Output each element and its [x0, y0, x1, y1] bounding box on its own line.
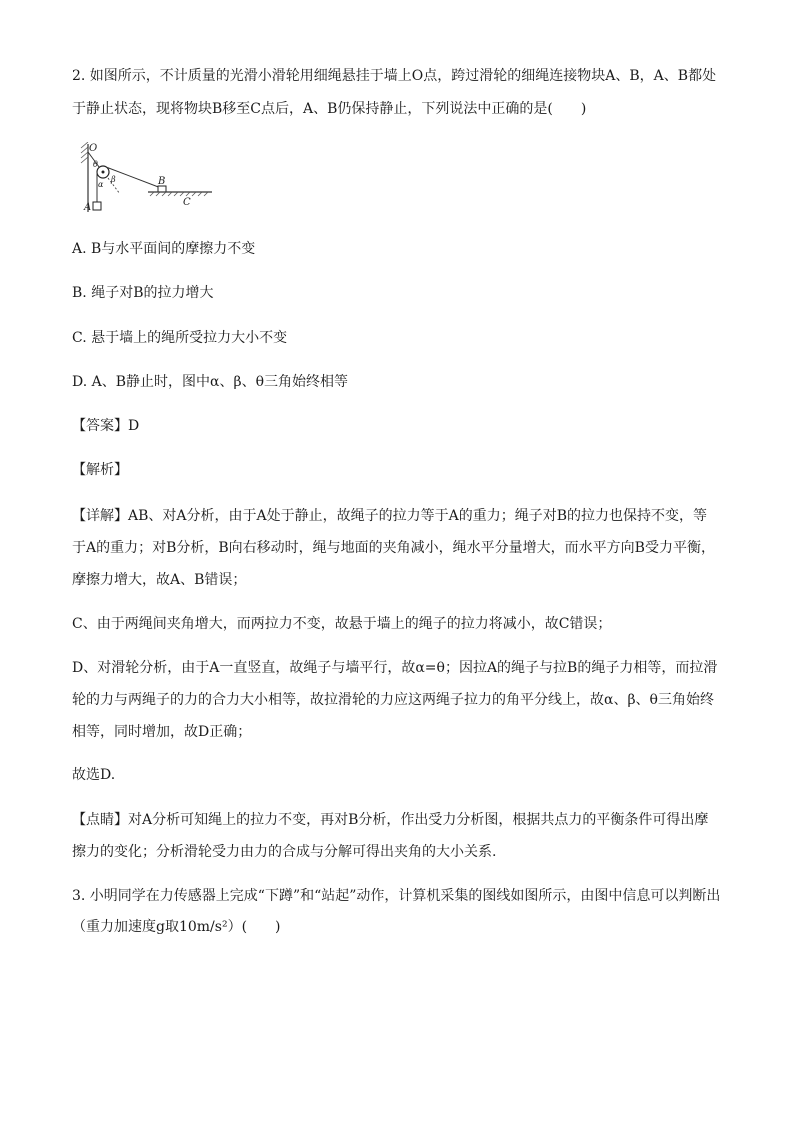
pulley-axle [102, 171, 105, 174]
detail-line-2: 于A的重力；对B分析，B向右移动时，绳与地面的夹角减小，绳水平分量增大，而水平方向B受力平衡， [72, 540, 715, 556]
label-b: B [158, 176, 166, 187]
detail-line-1: 【详解】AB、对A分析，由于A处于静止，故绳子的拉力等于A的重力；绳子对B的拉力也保持不变，等 [72, 508, 708, 524]
d-explanation-line-1: D、对滑轮分析，由于A一直竖直，故绳子与墙平行，故α=θ；因拉A的绳子与拉B的绳子力相等，而拉滑 [72, 660, 718, 676]
option-a: A. B与水平面间的摩擦力不变 [72, 241, 256, 257]
q2-stem-line-1: 2. 如图所示，不计质量的光滑小滑轮用细绳悬挂于墙上O点，跨过滑轮的细绳连接物块A、B，A、B都处 [72, 68, 717, 84]
pulley-diagram [78, 142, 228, 217]
ground-hatch [150, 192, 208, 196]
detail-line-3: 摩擦力增大，故A、B错误； [72, 572, 247, 588]
label-theta: θ [93, 160, 98, 169]
block-a [93, 202, 101, 210]
c-explanation: C、由于两绳间夹角增大，而两拉力不变，故悬于墙上的绳子的拉力将减小，故C错误； [72, 616, 612, 632]
q3-stem-line-1: 3. 小明同学在力传感器上完成“下蹲”和“站起”动作，计算机采集的图线如图所示，由图中信息可以判断出 [72, 888, 721, 904]
answer-line: 【答案】D [72, 418, 140, 434]
choose-line: 故选D. [72, 767, 116, 783]
option-d: D. A、B静止时，图中α、β、θ三角始终相等 [72, 374, 349, 390]
analysis-title: 【解析】 [72, 462, 128, 478]
option-c: C. 悬于墙上的绳所受拉力大小不变 [72, 330, 288, 346]
q3-stem-line-2: （重力加速度g取10m/s²）( ) [72, 919, 281, 935]
q2-stem-line-2: 于静止状态，现将物块B移至C点后，A、B仍保持静止，下列说法中正确的是( ) [72, 101, 587, 117]
wall-hatch [81, 142, 88, 163]
label-beta: β [111, 175, 116, 184]
label-alpha: α [98, 180, 104, 189]
note-line-1: 【点睛】对A分析可知绳上的拉力不变，再对B分析，作出受力分析图，根据共点力的平衡条件可得出摩 [72, 812, 709, 828]
note-line-2: 擦力的变化；分析滑轮受力由力的合成与分解可得出夹角的大小关系. [72, 844, 497, 860]
label-a: A [84, 202, 92, 213]
label-o: O [89, 143, 98, 154]
d-explanation-line-3: 相等，同时增加，故D正确； [72, 724, 252, 740]
option-b: B. 绳子对B的拉力增大 [72, 285, 214, 301]
label-c: C [183, 197, 191, 208]
d-explanation-line-2: 轮的力与两绳子的力的合力大小相等，故拉滑轮的力应这两绳子拉力的角平分线上，故α、β、θ三角始终 [72, 692, 714, 708]
